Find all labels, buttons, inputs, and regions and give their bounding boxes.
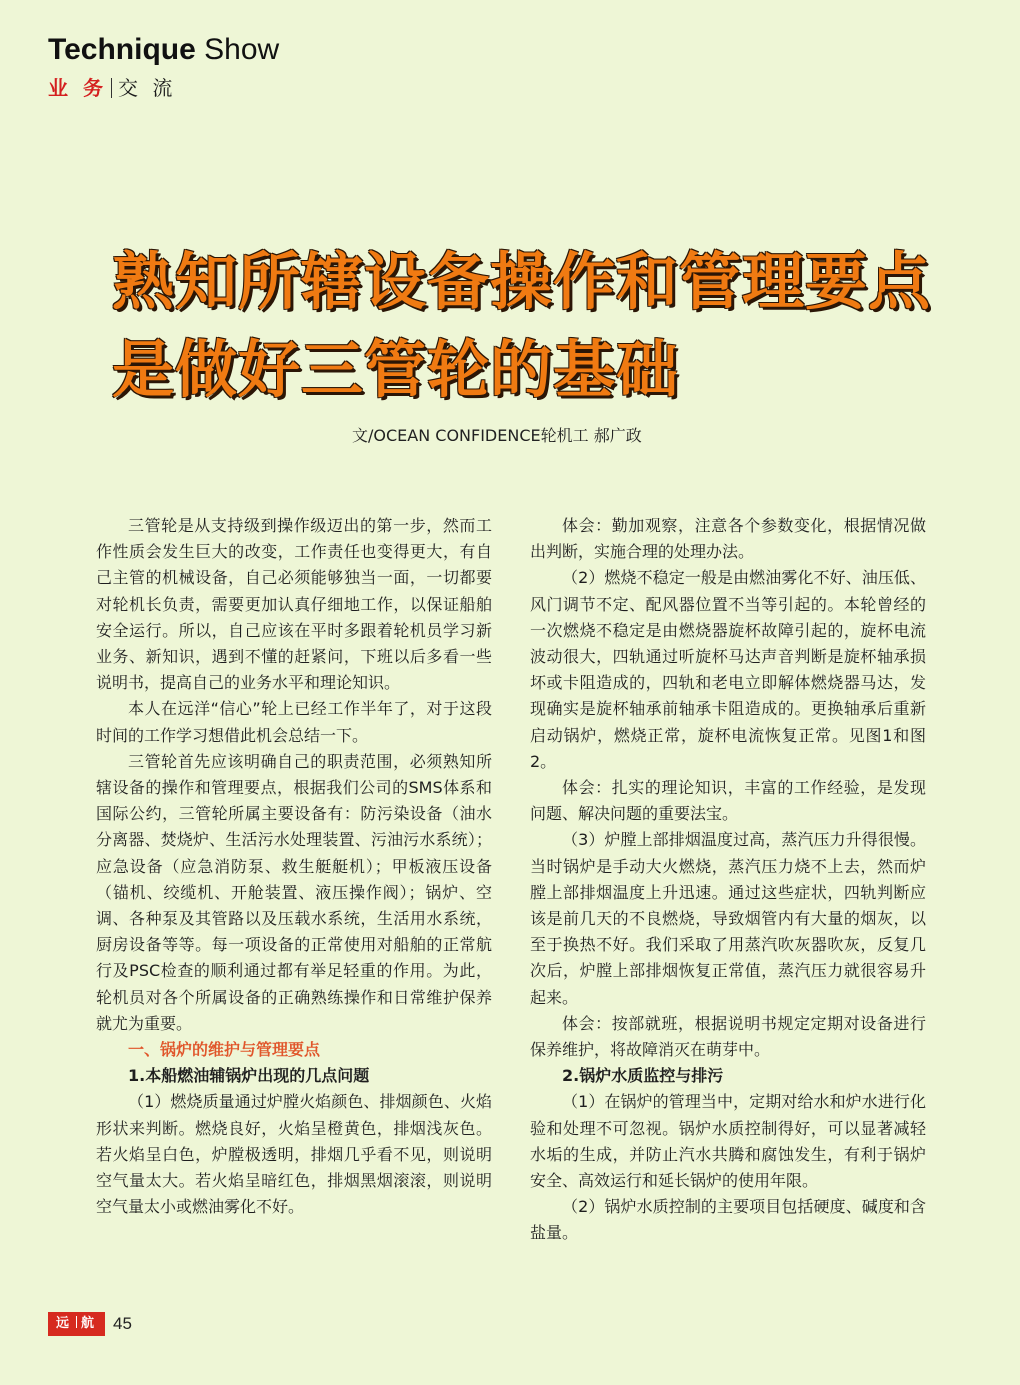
paragraph: 体会：按部就班，根据说明书规定定期对设备进行保养维护，将故障消灭在萌芽中。 xyxy=(530,1013,926,1060)
magazine-badge xyxy=(48,1312,105,1336)
page-number: 45 xyxy=(113,1314,132,1333)
magazine-name-char-2: 航 xyxy=(81,1316,98,1331)
page-header xyxy=(48,30,279,102)
section-label xyxy=(48,74,279,102)
column-title xyxy=(48,30,279,70)
badge-divider xyxy=(76,1316,77,1328)
article-byline: 文/OCEAN CONFIDENCE轮机工 郝广政 xyxy=(352,426,642,445)
paragraph: 本人在远洋“信心”轮上已经工作半年了，对于这段时间的工作学习想借此机会总结一下。 xyxy=(96,699,492,745)
paragraph: 三管轮首先应该明确自己的职责范围，必须熟知所辖设备的操作和管理要点，根据我们公司的SMS体系和国际公约，三管轮所属主要设备有：防污染设备（油水分离器、焚烧炉、生活污水处理装置、污油污水系统）；应急设备（应急消防泵、救生艇艇机）；甲板液压设备（锚机、绞缆机、开舱装置、液压操作阀）；锅炉、空调、各种泵及其管路以及压载水系统，生活用水系统，厨房设备等等。每一项设备的正常使用对船舶的正常航行及PSC检查的顺利通过都有举足轻重的作用。为此，轮机员对各个所属设备的正确熟练操作和日常维护保养就尤为重要。 xyxy=(96,751,492,1033)
right-column xyxy=(530,513,926,1247)
subsection-heading: 1.本船燃油辅锅炉出现的几点问题 xyxy=(128,1066,370,1086)
subsection-heading: 2.锅炉水质监控与排污 xyxy=(562,1066,724,1086)
paragraph: （2）锅炉水质控制的主要项目包括硬度、碱度和含盐量。 xyxy=(530,1197,926,1243)
article-title-line-1: 熟知所辖设备操作和管理要点 xyxy=(112,245,932,318)
paragraph: （1）在锅炉的管理当中，定期对给水和炉水进行化验和处理不可忽视。锅炉水质控制得好，可以显著减轻水垢的生成，并防止汽水共腾和腐蚀发生，有利于锅炉安全、高效运行和延长锅炉的使用年限。 xyxy=(530,1092,926,1191)
column-title-regular: Show xyxy=(204,33,280,66)
paragraph: 体会：勤加观察，注意各个参数变化，根据情况做出判断，实施合理的处理办法。 xyxy=(530,516,926,562)
article-title-line-2: 是做好三管轮的基础 xyxy=(112,333,680,406)
magazine-name-char-1: 远 xyxy=(56,1316,73,1331)
section-label-plain: 交 流 xyxy=(117,76,177,100)
paragraph: （2）燃烧不稳定一般是由燃油雾化不好、油压低、风门调节不定、配风器位置不当等引起的。本轮曾经的一次燃烧不稳定是由燃烧器旋杯故障引起的，旋杯电流波动很大，四轨通过听旋杯马达声音判断是旋杯轴承损坏或卡阻造成的，四轨和老电立即解体燃烧器马达，发现确实是旋杯轴承前轴承卡阻造成的。更换轴承后重新启动锅炉，燃烧正常，旋杯电流恢复正常。见图1和图2。 xyxy=(530,568,926,771)
section-divider xyxy=(111,78,112,98)
section-label-red: 业 务 xyxy=(48,76,107,100)
page-footer xyxy=(48,1312,132,1336)
column-title-bold: Technique xyxy=(48,33,196,66)
left-column xyxy=(96,513,492,1220)
paragraph: （3）炉膛上部排烟温度过高，蒸汽压力升得很慢。当时锅炉是手动大火燃烧，蒸汽压力烧不上去，然而炉膛上部排烟温度上升迅速。通过这些症状，四轨判断应该是前几天的不良燃烧，导致烟管内有大量的烟灰，以至于换热不好。我们采取了用蒸汽吹灰器吹灰，反复几次后，炉膛上部排烟恢复正常值，蒸汽压力就很容易升起来。 xyxy=(530,830,926,1007)
section-heading: 一、锅炉的维护与管理要点 xyxy=(128,1040,321,1060)
article-title xyxy=(112,238,931,414)
paragraph: 三管轮是从支持级到操作级迈出的第一步，然而工作性质会发生巨大的改变，工作责任也变得更大，有自己主管的机械设备，自己必须能够独当一面，一切都要对轮机长负责，需要更加认真仔细地工作，以保证船舶安全运行。所以，自己应该在平时多跟着轮机员学习新业务、新知识，遇到不懂的赶紧问，下班以后多看一些说明书，提高自己的业务水平和理论知识。 xyxy=(96,516,492,693)
paragraph: （1）燃烧质量通过炉膛火焰颜色、排烟颜色、火焰形状来判断。燃烧良好，火焰呈橙黄色，排烟浅灰色。若火焰呈白色，炉膛极透明，排烟几乎看不见，则说明空气量太大。若火焰呈暗红色，排烟黑烟滚滚，则说明空气量太小或燃油雾化不好。 xyxy=(96,1092,492,1217)
paragraph: 体会：扎实的理论知识，丰富的工作经验，是发现问题、解决问题的重要法宝。 xyxy=(530,778,926,824)
